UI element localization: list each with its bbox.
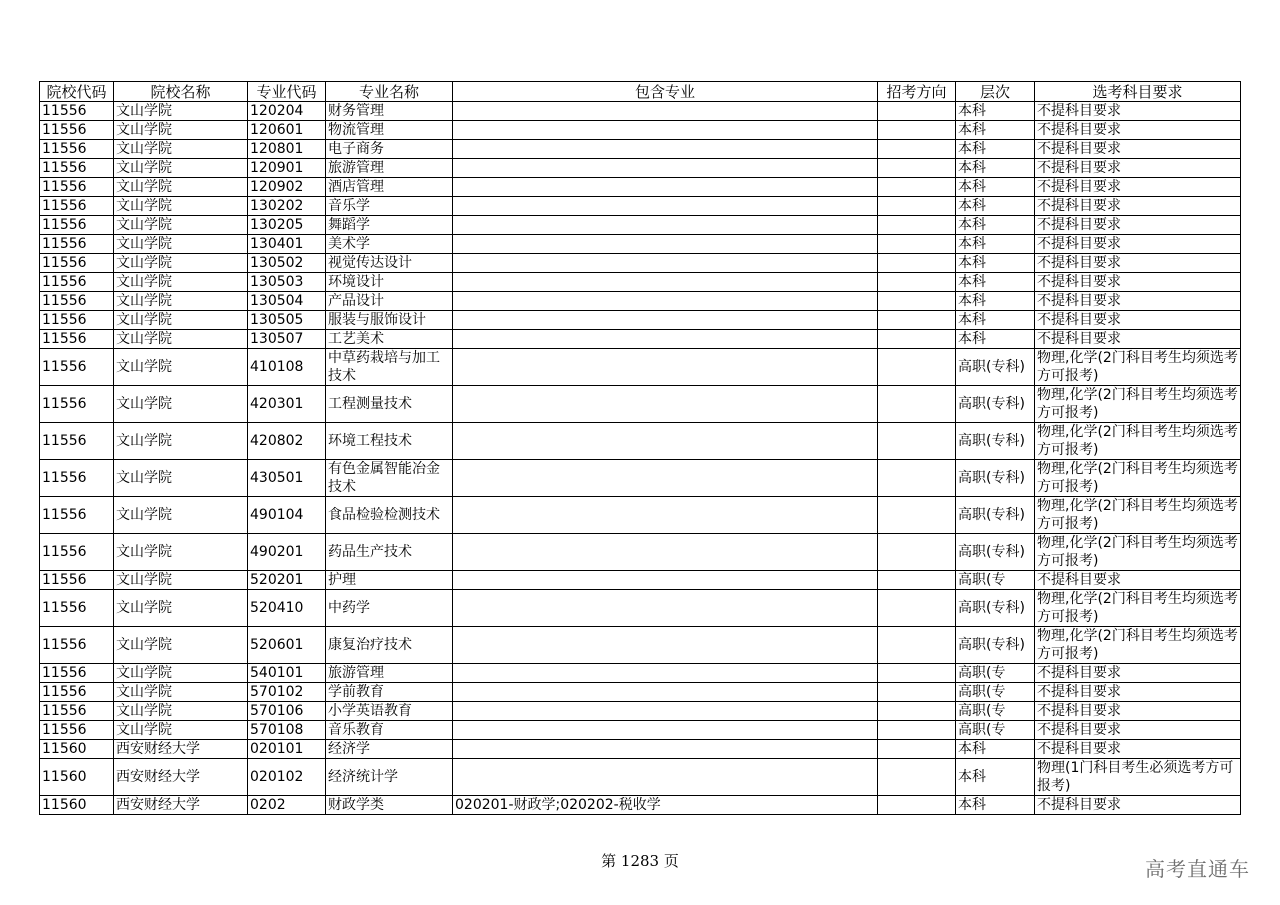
cell-major-name: 工艺美术 xyxy=(326,330,453,349)
cell-included-majors xyxy=(453,721,878,740)
cell-included-majors xyxy=(453,627,878,664)
cell-level: 本科 xyxy=(956,330,1035,349)
watermark-logo: 高考直通车 xyxy=(1145,857,1250,881)
cell-included-majors xyxy=(453,349,878,386)
cell-direction xyxy=(878,683,956,702)
cell-major-name: 工程测量技术 xyxy=(326,386,453,423)
cell-included-majors xyxy=(453,702,878,721)
cell-major-code: 570102 xyxy=(248,683,326,702)
table-row xyxy=(40,423,1241,460)
cell-included-majors xyxy=(453,273,878,292)
cell-included-majors xyxy=(453,423,878,460)
cell-included-majors xyxy=(453,330,878,349)
cell-school-code: 11556 xyxy=(40,292,114,311)
cell-school-code: 11556 xyxy=(40,386,114,423)
table-row xyxy=(40,197,1241,216)
cell-included-majors xyxy=(453,292,878,311)
admission-table xyxy=(39,81,1241,815)
table-row xyxy=(40,273,1241,292)
cell-subject-requirement: 不提科目要求 xyxy=(1035,273,1241,292)
cell-school-code: 11556 xyxy=(40,683,114,702)
cell-school-name: 文山学院 xyxy=(114,386,248,423)
cell-direction xyxy=(878,254,956,273)
cell-major-name: 小学英语教育 xyxy=(326,702,453,721)
cell-major-name: 电子商务 xyxy=(326,140,453,159)
cell-direction xyxy=(878,460,956,497)
table-row xyxy=(40,683,1241,702)
cell-subject-requirement: 不提科目要求 xyxy=(1035,102,1241,121)
cell-school-code: 11556 xyxy=(40,349,114,386)
cell-school-code: 11556 xyxy=(40,330,114,349)
cell-level: 本科 xyxy=(956,311,1035,330)
cell-major-name: 物流管理 xyxy=(326,121,453,140)
cell-school-name: 文山学院 xyxy=(114,590,248,627)
cell-direction xyxy=(878,740,956,759)
cell-level: 高职(专科) xyxy=(956,460,1035,497)
cell-major-code: 130504 xyxy=(248,292,326,311)
cell-school-code: 11556 xyxy=(40,702,114,721)
cell-level: 本科 xyxy=(956,292,1035,311)
cell-level: 高职(专科) xyxy=(956,349,1035,386)
table-row xyxy=(40,102,1241,121)
cell-subject-requirement: 不提科目要求 xyxy=(1035,159,1241,178)
cell-school-name: 西安财经大学 xyxy=(114,796,248,815)
cell-direction xyxy=(878,159,956,178)
cell-direction xyxy=(878,102,956,121)
table-row xyxy=(40,590,1241,627)
cell-included-majors xyxy=(453,102,878,121)
cell-school-code: 11556 xyxy=(40,178,114,197)
cell-school-code: 11556 xyxy=(40,497,114,534)
cell-subject-requirement: 物理,化学(2门科目考生均须选考方可报考) xyxy=(1035,423,1241,460)
cell-included-majors xyxy=(453,311,878,330)
cell-school-code: 11560 xyxy=(40,759,114,796)
cell-school-name: 文山学院 xyxy=(114,216,248,235)
cell-major-name: 学前教育 xyxy=(326,683,453,702)
cell-school-name: 文山学院 xyxy=(114,497,248,534)
cell-included-majors xyxy=(453,140,878,159)
page-number: 第 1283 页 xyxy=(601,852,679,870)
cell-school-name: 文山学院 xyxy=(114,311,248,330)
cell-level: 本科 xyxy=(956,273,1035,292)
cell-major-name: 中药学 xyxy=(326,590,453,627)
cell-school-code: 11556 xyxy=(40,235,114,254)
cell-major-code: 420802 xyxy=(248,423,326,460)
cell-direction xyxy=(878,759,956,796)
cell-level: 本科 xyxy=(956,216,1035,235)
cell-school-code: 11556 xyxy=(40,423,114,460)
cell-subject-requirement: 不提科目要求 xyxy=(1035,292,1241,311)
cell-subject-requirement: 不提科目要求 xyxy=(1035,683,1241,702)
cell-school-code: 11560 xyxy=(40,796,114,815)
cell-subject-requirement: 物理,化学(2门科目考生均须选考方可报考) xyxy=(1035,534,1241,571)
cell-level: 高职(专 xyxy=(956,702,1035,721)
cell-direction xyxy=(878,590,956,627)
cell-school-name: 文山学院 xyxy=(114,102,248,121)
table-row xyxy=(40,386,1241,423)
cell-level: 高职(专科) xyxy=(956,627,1035,664)
cell-major-code: 020101 xyxy=(248,740,326,759)
cell-included-majors xyxy=(453,460,878,497)
cell-major-code: 120901 xyxy=(248,159,326,178)
cell-school-name: 文山学院 xyxy=(114,273,248,292)
cell-school-name: 文山学院 xyxy=(114,330,248,349)
cell-level: 本科 xyxy=(956,254,1035,273)
cell-level: 本科 xyxy=(956,740,1035,759)
cell-major-name: 有色金属智能冶金技术 xyxy=(326,460,453,497)
cell-major-name: 音乐教育 xyxy=(326,721,453,740)
cell-school-code: 11560 xyxy=(40,740,114,759)
cell-major-code: 120204 xyxy=(248,102,326,121)
cell-school-code: 11556 xyxy=(40,590,114,627)
table-row xyxy=(40,702,1241,721)
cell-school-name: 文山学院 xyxy=(114,460,248,497)
cell-major-name: 美术学 xyxy=(326,235,453,254)
cell-school-code: 11556 xyxy=(40,460,114,497)
cell-school-name: 文山学院 xyxy=(114,178,248,197)
cell-major-name: 酒店管理 xyxy=(326,178,453,197)
cell-school-name: 文山学院 xyxy=(114,571,248,590)
cell-major-code: 0202 xyxy=(248,796,326,815)
cell-included-majors xyxy=(453,683,878,702)
cell-direction xyxy=(878,497,956,534)
cell-level: 高职(专 xyxy=(956,664,1035,683)
table-row xyxy=(40,349,1241,386)
cell-school-name: 文山学院 xyxy=(114,534,248,571)
table-row xyxy=(40,235,1241,254)
cell-level: 高职(专科) xyxy=(956,590,1035,627)
cell-school-name: 文山学院 xyxy=(114,721,248,740)
table-row xyxy=(40,254,1241,273)
cell-included-majors xyxy=(453,235,878,254)
cell-level: 高职(专 xyxy=(956,571,1035,590)
table-row xyxy=(40,721,1241,740)
table-row xyxy=(40,159,1241,178)
cell-subject-requirement: 不提科目要求 xyxy=(1035,571,1241,590)
cell-school-code: 11556 xyxy=(40,121,114,140)
header-major-name: 专业名称 xyxy=(326,82,453,102)
cell-level: 高职(专科) xyxy=(956,423,1035,460)
table-row xyxy=(40,460,1241,497)
cell-included-majors xyxy=(453,497,878,534)
cell-school-name: 文山学院 xyxy=(114,235,248,254)
table-row xyxy=(40,216,1241,235)
cell-direction xyxy=(878,121,956,140)
cell-direction xyxy=(878,721,956,740)
cell-level: 本科 xyxy=(956,178,1035,197)
cell-school-code: 11556 xyxy=(40,216,114,235)
cell-included-majors xyxy=(453,121,878,140)
cell-level: 高职(专 xyxy=(956,721,1035,740)
cell-included-majors xyxy=(453,386,878,423)
header-direction: 招考方向 xyxy=(878,82,956,102)
cell-included-majors xyxy=(453,740,878,759)
cell-level: 本科 xyxy=(956,102,1035,121)
cell-level: 本科 xyxy=(956,796,1035,815)
cell-major-code: 520601 xyxy=(248,627,326,664)
cell-subject-requirement: 不提科目要求 xyxy=(1035,330,1241,349)
cell-included-majors xyxy=(453,759,878,796)
cell-subject-requirement: 不提科目要求 xyxy=(1035,140,1241,159)
cell-school-name: 文山学院 xyxy=(114,292,248,311)
cell-major-name: 环境设计 xyxy=(326,273,453,292)
cell-major-name: 环境工程技术 xyxy=(326,423,453,460)
cell-subject-requirement: 不提科目要求 xyxy=(1035,178,1241,197)
cell-included-majors xyxy=(453,254,878,273)
cell-level: 高职(专科) xyxy=(956,386,1035,423)
cell-direction xyxy=(878,664,956,683)
cell-school-name: 文山学院 xyxy=(114,627,248,664)
cell-major-name: 护理 xyxy=(326,571,453,590)
table-row xyxy=(40,330,1241,349)
cell-major-name: 旅游管理 xyxy=(326,664,453,683)
table-row xyxy=(40,311,1241,330)
cell-school-name: 文山学院 xyxy=(114,121,248,140)
cell-direction xyxy=(878,216,956,235)
cell-major-code: 570106 xyxy=(248,702,326,721)
cell-major-code: 130507 xyxy=(248,330,326,349)
cell-included-majors xyxy=(453,178,878,197)
cell-school-code: 11556 xyxy=(40,534,114,571)
cell-major-name: 药品生产技术 xyxy=(326,534,453,571)
cell-school-name: 文山学院 xyxy=(114,702,248,721)
header-school-code: 院校代码 xyxy=(40,82,114,102)
cell-subject-requirement: 物理,化学(2门科目考生均须选考方可报考) xyxy=(1035,349,1241,386)
cell-direction xyxy=(878,571,956,590)
cell-direction xyxy=(878,796,956,815)
cell-major-name: 音乐学 xyxy=(326,197,453,216)
cell-major-code: 020102 xyxy=(248,759,326,796)
cell-major-code: 130401 xyxy=(248,235,326,254)
cell-school-name: 文山学院 xyxy=(114,423,248,460)
cell-direction xyxy=(878,235,956,254)
table-body xyxy=(40,102,1241,815)
cell-school-name: 文山学院 xyxy=(114,197,248,216)
cell-level: 高职(专科) xyxy=(956,497,1035,534)
cell-included-majors: 020201-财政学;020202-税收学 xyxy=(453,796,878,815)
table-row xyxy=(40,534,1241,571)
cell-level: 本科 xyxy=(956,759,1035,796)
table-row xyxy=(40,627,1241,664)
cell-school-code: 11556 xyxy=(40,571,114,590)
cell-major-name: 经济统计学 xyxy=(326,759,453,796)
cell-included-majors xyxy=(453,590,878,627)
cell-major-name: 康复治疗技术 xyxy=(326,627,453,664)
cell-subject-requirement: 物理,化学(2门科目考生均须选考方可报考) xyxy=(1035,627,1241,664)
table-row xyxy=(40,178,1241,197)
cell-direction xyxy=(878,627,956,664)
cell-major-code: 520201 xyxy=(248,571,326,590)
cell-level: 本科 xyxy=(956,121,1035,140)
cell-major-code: 130503 xyxy=(248,273,326,292)
cell-direction xyxy=(878,311,956,330)
table-row xyxy=(40,292,1241,311)
cell-subject-requirement: 不提科目要求 xyxy=(1035,197,1241,216)
cell-direction xyxy=(878,273,956,292)
cell-major-code: 120902 xyxy=(248,178,326,197)
cell-subject-requirement: 物理,化学(2门科目考生均须选考方可报考) xyxy=(1035,460,1241,497)
cell-included-majors xyxy=(453,571,878,590)
cell-major-code: 130202 xyxy=(248,197,326,216)
header-row xyxy=(40,82,1241,102)
cell-school-code: 11556 xyxy=(40,254,114,273)
header-included-majors: 包含专业 xyxy=(453,82,878,102)
cell-major-name: 经济学 xyxy=(326,740,453,759)
cell-subject-requirement: 物理,化学(2门科目考生均须选考方可报考) xyxy=(1035,590,1241,627)
cell-direction xyxy=(878,330,956,349)
cell-major-code: 120801 xyxy=(248,140,326,159)
cell-level: 本科 xyxy=(956,159,1035,178)
cell-major-code: 520410 xyxy=(248,590,326,627)
cell-major-code: 410108 xyxy=(248,349,326,386)
cell-major-code: 120601 xyxy=(248,121,326,140)
cell-included-majors xyxy=(453,197,878,216)
cell-school-code: 11556 xyxy=(40,273,114,292)
cell-major-code: 570108 xyxy=(248,721,326,740)
cell-school-code: 11556 xyxy=(40,627,114,664)
cell-subject-requirement: 不提科目要求 xyxy=(1035,235,1241,254)
cell-major-code: 490201 xyxy=(248,534,326,571)
cell-level: 高职(专 xyxy=(956,683,1035,702)
cell-school-code: 11556 xyxy=(40,197,114,216)
cell-subject-requirement: 不提科目要求 xyxy=(1035,664,1241,683)
cell-subject-requirement: 物理,化学(2门科目考生均须选考方可报考) xyxy=(1035,497,1241,534)
cell-major-name: 财政学类 xyxy=(326,796,453,815)
table-row xyxy=(40,140,1241,159)
cell-school-code: 11556 xyxy=(40,159,114,178)
cell-major-name: 视觉传达设计 xyxy=(326,254,453,273)
cell-subject-requirement: 不提科目要求 xyxy=(1035,796,1241,815)
cell-major-code: 490104 xyxy=(248,497,326,534)
cell-major-name: 食品检验检测技术 xyxy=(326,497,453,534)
cell-subject-requirement: 不提科目要求 xyxy=(1035,311,1241,330)
cell-major-code: 130502 xyxy=(248,254,326,273)
cell-direction xyxy=(878,140,956,159)
cell-school-name: 文山学院 xyxy=(114,664,248,683)
cell-school-name: 西安财经大学 xyxy=(114,740,248,759)
cell-school-name: 文山学院 xyxy=(114,349,248,386)
header-school-name: 院校名称 xyxy=(114,82,248,102)
cell-school-code: 11556 xyxy=(40,140,114,159)
cell-subject-requirement: 不提科目要求 xyxy=(1035,254,1241,273)
table-row xyxy=(40,497,1241,534)
cell-direction xyxy=(878,423,956,460)
header-major-code: 专业代码 xyxy=(248,82,326,102)
cell-major-code: 420301 xyxy=(248,386,326,423)
cell-subject-requirement: 不提科目要求 xyxy=(1035,216,1241,235)
cell-major-code: 430501 xyxy=(248,460,326,497)
cell-direction xyxy=(878,702,956,721)
cell-direction xyxy=(878,349,956,386)
cell-subject-requirement: 不提科目要求 xyxy=(1035,740,1241,759)
cell-school-name: 文山学院 xyxy=(114,159,248,178)
cell-included-majors xyxy=(453,159,878,178)
table-row xyxy=(40,571,1241,590)
cell-major-name: 旅游管理 xyxy=(326,159,453,178)
cell-major-code: 130205 xyxy=(248,216,326,235)
cell-direction xyxy=(878,292,956,311)
cell-major-name: 产品设计 xyxy=(326,292,453,311)
cell-major-name: 中草药栽培与加工技术 xyxy=(326,349,453,386)
table-row xyxy=(40,121,1241,140)
header-subject-requirement: 选考科目要求 xyxy=(1035,82,1241,102)
cell-major-name: 舞蹈学 xyxy=(326,216,453,235)
cell-major-name: 财务管理 xyxy=(326,102,453,121)
cell-level: 本科 xyxy=(956,140,1035,159)
cell-level: 高职(专科) xyxy=(956,534,1035,571)
cell-subject-requirement: 不提科目要求 xyxy=(1035,702,1241,721)
table-row xyxy=(40,664,1241,683)
cell-school-name: 文山学院 xyxy=(114,683,248,702)
cell-direction xyxy=(878,534,956,571)
table-row xyxy=(40,759,1241,796)
header-level: 层次 xyxy=(956,82,1035,102)
cell-included-majors xyxy=(453,664,878,683)
cell-level: 本科 xyxy=(956,235,1035,254)
table-row xyxy=(40,796,1241,815)
cell-major-code: 540101 xyxy=(248,664,326,683)
table-row xyxy=(40,740,1241,759)
cell-school-name: 西安财经大学 xyxy=(114,759,248,796)
cell-school-name: 文山学院 xyxy=(114,140,248,159)
cell-school-code: 11556 xyxy=(40,102,114,121)
cell-school-code: 11556 xyxy=(40,664,114,683)
cell-school-code: 11556 xyxy=(40,311,114,330)
cell-subject-requirement: 不提科目要求 xyxy=(1035,121,1241,140)
cell-included-majors xyxy=(453,216,878,235)
cell-subject-requirement: 不提科目要求 xyxy=(1035,721,1241,740)
cell-school-name: 文山学院 xyxy=(114,254,248,273)
cell-major-name: 服装与服饰设计 xyxy=(326,311,453,330)
cell-major-code: 130505 xyxy=(248,311,326,330)
cell-direction xyxy=(878,386,956,423)
cell-level: 本科 xyxy=(956,197,1035,216)
cell-school-code: 11556 xyxy=(40,721,114,740)
cell-direction xyxy=(878,178,956,197)
cell-direction xyxy=(878,197,956,216)
cell-subject-requirement: 物理(1门科目考生必须选考方可报考) xyxy=(1035,759,1241,796)
cell-subject-requirement: 物理,化学(2门科目考生均须选考方可报考) xyxy=(1035,386,1241,423)
cell-included-majors xyxy=(453,534,878,571)
